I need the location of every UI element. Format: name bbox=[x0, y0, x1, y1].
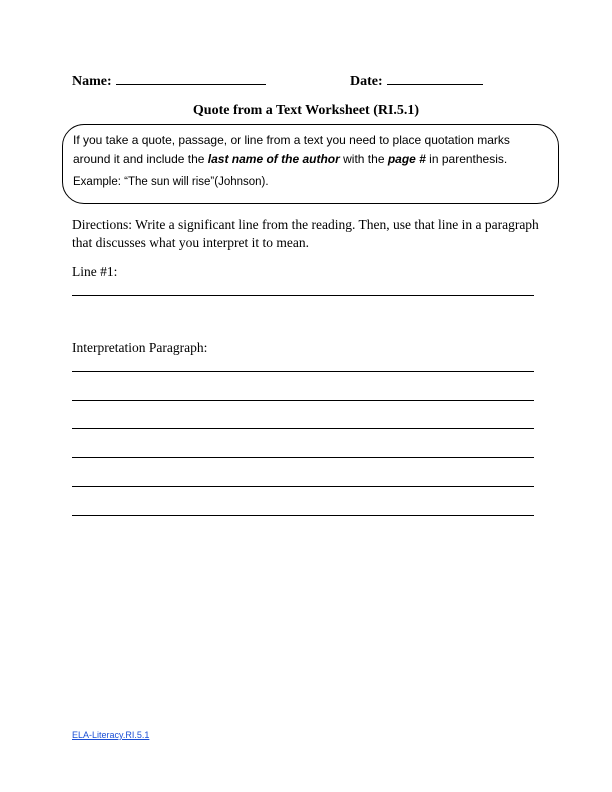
instruction-text-part: with the bbox=[339, 152, 388, 166]
instruction-text-part: If you take a quote, passage, or line from a text you need to place quotation marks around it and include the bbox=[73, 133, 510, 166]
line-1-answer-line[interactable] bbox=[72, 295, 534, 296]
instruction-emphasis-page: page # bbox=[387, 152, 426, 166]
date-blank-line[interactable] bbox=[387, 72, 483, 85]
line-1-label: Line #1: bbox=[72, 264, 118, 279]
date-label: Date: bbox=[350, 74, 383, 89]
instruction-box bbox=[62, 124, 559, 204]
worksheet-title: Quote from a Text Worksheet (RI.5.1) bbox=[192, 103, 420, 118]
name-label: Name: bbox=[72, 74, 112, 89]
instruction-emphasis-author: last name of the author bbox=[207, 152, 340, 166]
standard-link[interactable]: ELA-Literacy.RI.5.1 bbox=[72, 730, 150, 740]
example-text: Example: “The sun will rise”(Johnson). bbox=[73, 176, 269, 188]
date-field[interactable] bbox=[350, 72, 483, 90]
instruction-text bbox=[73, 131, 548, 169]
name-blank-line[interactable] bbox=[116, 72, 266, 85]
interpretation-label: Interpretation Paragraph: bbox=[72, 340, 208, 355]
interpretation-answer-line[interactable] bbox=[72, 371, 534, 372]
interpretation-answer-line[interactable] bbox=[72, 428, 534, 429]
interpretation-answer-line[interactable] bbox=[72, 515, 534, 516]
directions-text: Directions: Write a significant line from the reading. Then, use that line in a paragraph that discusses what you interpret it to mean. bbox=[72, 217, 539, 250]
name-field[interactable] bbox=[72, 72, 266, 90]
interpretation-answer-line[interactable] bbox=[72, 486, 534, 487]
instruction-text-part: in parenthesis. bbox=[425, 152, 508, 166]
interpretation-answer-line[interactable] bbox=[72, 457, 534, 458]
interpretation-answer-line[interactable] bbox=[72, 400, 534, 401]
